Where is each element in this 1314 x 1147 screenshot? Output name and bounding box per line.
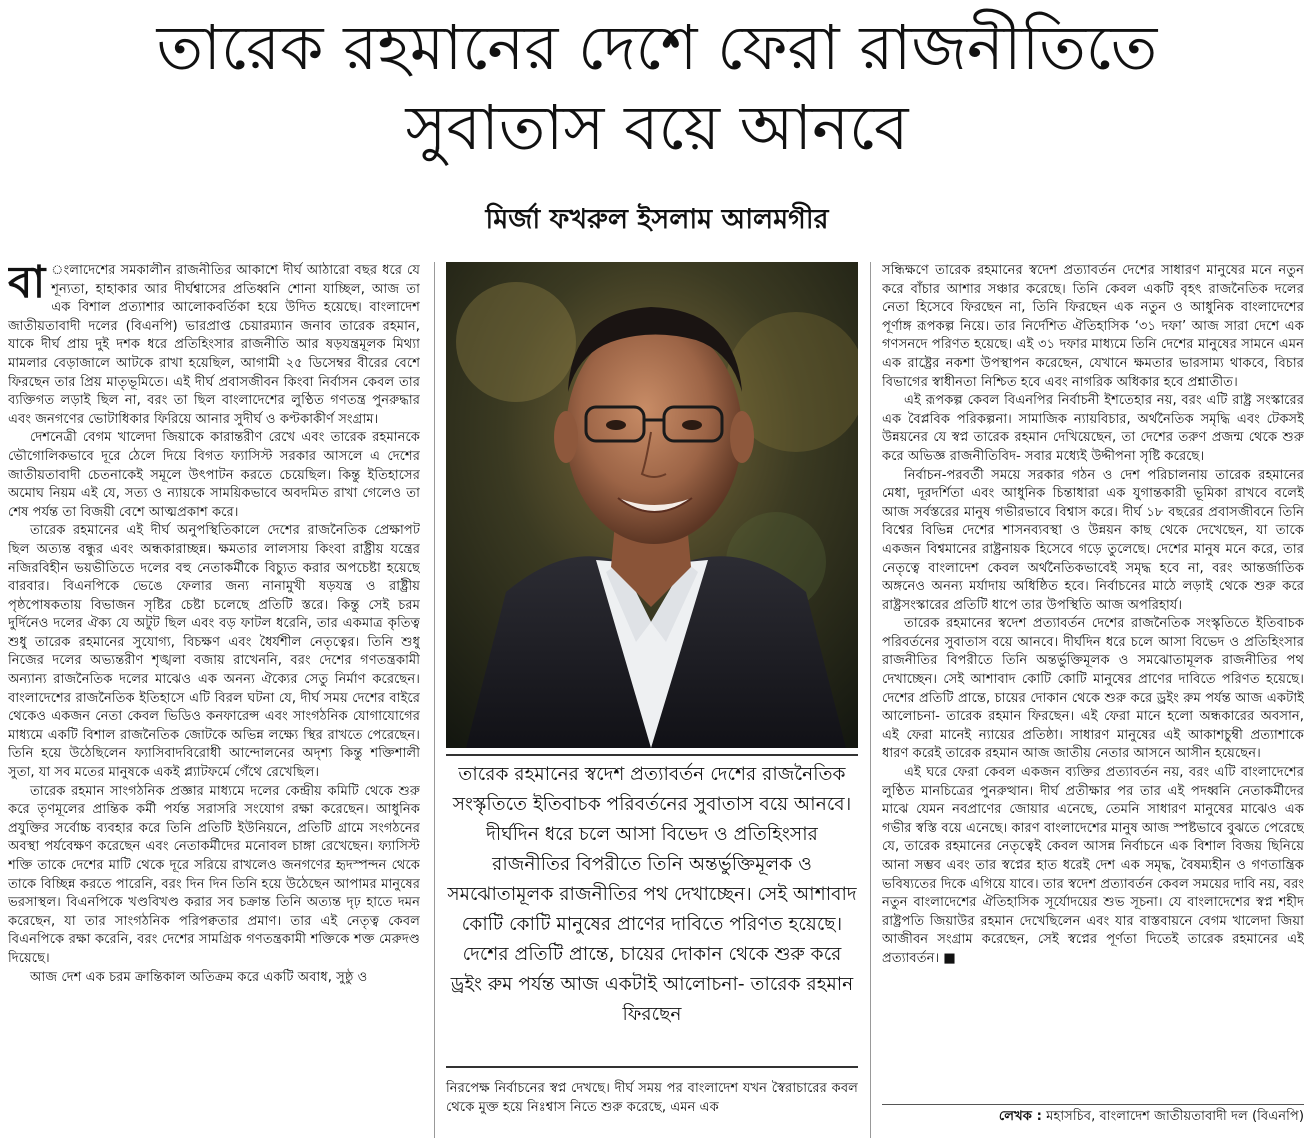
paragraph-10: এই ঘরে ফেরা কেবল একজন ব্যক্তির প্রত্যাবর্তন নয়, বরং এটি বাংলাদেশের লুণ্ঠিত মানচিত্রের পুনরুত্থান। দীর্ঘ প্রতীক্ষার পর তার এই পদধ্বনি নেতাকর্মীদের মাঝে যেমন নবপ্রাণের জোয়ার এনেছে, তেমনি সাধারণ মানুষের মাঝেও এক গভীর স্বস্তি বয়ে এনেছে। কারণ বাংলাদেশের মানুষ আজ স্পষ্টভাবে বুঝতে পেরেছে যে, তারেক রহমানের নেতৃত্বেই কেবল আসন্ন নির্বাচনে এক বিশাল বিজয় ছিনিয়ে আনা সম্ভব এবং তার স্বপ্নের হাত ধরেই দেশ এক সমৃদ্ধ, বৈষম্যহীন ও গণতান্ত্রিক ভবিষ্যতের দিকে এগিয়ে যাবে। তার স্বদেশ প্রত্যাবর্তন কেবল সময়ের দাবি নয়, বরং নতুন বাংলাদেশের ঐতিহাসিক সূর্যোদয়ের শুভ সূচনা। যে বাংলাদেশের স্বপ্ন শহীদ রাষ্ট্রপতি জিয়াউর রহমান দেখেছিলেন এবং যার বাস্তবায়নে বেগম খালেদা জিয়া আজীবন সংগ্রাম করেছেন, সেই স্বপ্নের পূর্ণতা দিতেই তারেক রহমানের এই প্রত্যাবর্তন। ■ xyxy=(882,765,1304,966)
middle-column-text: নিরপেক্ষ নির্বাচনের স্বপ্ন দেখছে। দীর্ঘ সময় পর বাংলাদেশ যখন স্বৈরাচারের কবল থেকে মুক্ত হয়ে নিঃশ্বাস নিতে শুরু করেছে, এমন এক xyxy=(446,1081,858,1115)
drop-cap: বা xyxy=(8,262,46,308)
headline-line-1: তারেক রহমানের দেশে ফেরা রাজনীতিতে xyxy=(156,11,1158,84)
column-divider-left xyxy=(434,262,435,1138)
author-credit xyxy=(882,1108,1304,1126)
paragraph-8: নির্বাচন-পরবর্তী সময়ে সরকার গঠন ও দেশ পরিচালনায় তারেক রহমানের মেধা, দূরদর্শিতা এবং আধুনিক চিন্তাধারা এক যুগান্তকারী ভূমিকা রাখবে বলেই আজ সর্বস্তরের মানুষ গভীরভাবে বিশ্বাস করে। দীর্ঘ ১৮ বছরের প্রবাসজীবনে তিনি বিশ্বের বিভিন্ন দেশের শাসনব্যবস্থা ও উন্নয়ন কাছ থেকে দেখেছেন, যা তাকে একজন বিশ্বমানের রাষ্ট্রনায়ক হিসেবে গড়ে তুলেছে। দেশের মানুষ মনে করে, তার নেতৃত্বে বাংলাদেশ কেবল অর্থনৈতিকভাবেই সমৃদ্ধ হবে না, বরং আন্তর্জাতিক অঙ্গনেও অনন্য মর্যাদায় অধিষ্ঠিত হবে। নির্বাচনের মাঠে লড়াই থেকে শুরু করে রাষ্ট্রসংস্কারের প্রতিটি ধাপে তার উপস্থিতি আজ অপরিহার্য। xyxy=(882,467,1304,613)
headline-line-2: সুবাতাস বয়ে আনবে xyxy=(405,91,909,164)
paragraph-2: দেশনেত্রী বেগম খালেদা জিয়াকে কারান্তরীণ রেখে এবং তারেক রহমানকে ভৌগোলিকভাবে দূরে ঠেলে দিয়ে বিগত ফ্যাসিস্ট সরকার আসলে এ দেশের জাতীয়তাবাদী চেতনাকেই সমূলে উৎপাটন করতে চেয়েছিল। কিন্তু ইতিহাসের অমোঘ নিয়ম এই যে, সত্য ও ন্যায়কে সাময়িকভাবে অবদমিত রাখা গেলেও তা শেষ পর্যন্ত তা বিজয়ী বেশে আত্মপ্রকাশ করে। xyxy=(8,430,420,520)
byline: মির্জা ফখরুল ইসলাম আলমগীর xyxy=(485,204,829,235)
article-column-1 xyxy=(8,262,420,1138)
paragraph-7: এই রূপকল্প কেবল বিএনপির নির্বাচনী ইশতেহার নয়, বরং এটি রাষ্ট্র সংস্কারের এক বৈপ্লবিক পরিকল্পনা। সামাজিক ন্যায়বিচার, অর্থনৈতিক সমৃদ্ধি এবং টেকসই উন্নয়নের যে স্বপ্ন তারেক রহমান দেখিয়েছেন, তা দেশের তরুণ প্রজন্ম থেকে শুরু করে অভিজ্ঞ রাজনীতিবিদ- সবার মধ্যেই উদ্দীপনা সৃষ্টি করেছে। xyxy=(882,393,1304,464)
paragraph-3: তারেক রহমানের এই দীর্ঘ অনুপস্থিতিকালে দেশের রাজনৈতিক প্রেক্ষাপট ছিল অত্যন্ত বন্ধুর এবং অন্ধকারাচ্ছন্ন। ক্ষমতার লালসায় কিংবা রাষ্ট্রীয় যন্ত্রের নজিরবিহীন ভয়ভীতিতে দলের বহু নেতাকর্মীকে বিচ্যুত করার অপচেষ্টা হয়েছে বারবার। বিএনপিকে ভেঙে ফেলার জন্য নানামুখী ষড়যন্ত্র ও রাষ্ট্রীয় পৃষ্ঠপোষকতায় বিভাজন সৃষ্টির চেষ্টা চলেছে প্রতিটি স্তরে। কিন্তু সেই চরম দুর্দিনেও দলের ঐক্য যে অটুট ছিল এবং বড় ফাটল ধরেনি, তার একমাত্র কৃতিত্ব শুধু তারেক রহমানের সুযোগ্য, বিচক্ষণ এবং ধৈর্যশীল নেতৃত্বের। তিনি শুধু নিজের দলের অভ্যন্তরীণ শৃঙ্খলা বজায় রাখেননি, বরং দেশের গণতন্ত্রকামী অন্যান্য রাজনৈতিক দলের মাঝেও এক অনন্য ঐক্যের সেতু নির্মাণ করেছেন। বাংলাদেশের রাজনৈতিক ইতিহাসে এটি বিরল ঘটনা যে, দীর্ঘ সময় দেশের বাইরে থেকেও একজন নেতা কেবল ভিডিও কনফারেন্স এবং সাংগঠনিক যোগাযোগের মাধ্যমে একটি বিশাল রাজনৈতিক জোটকে অভিন্ন লক্ষ্যে স্থির রাখতে পেরেছেন। তিনি হয়ে উঠেছিলেন ফ্যাসিবাদবিরোধী আন্দোলনের অদৃশ্য কিন্তু শক্তিশালী সুতা, যা সব মতের মানুষকে একই প্ল্যাটফর্মে গেঁথে রেখেছিল। xyxy=(8,523,420,781)
paragraph-6: সন্ধিক্ষণে তারেক রহমানের স্বদেশ প্রত্যাবর্তন দেশের সাধারণ মানুষের মনে নতুন করে বাঁচার আশার সঞ্চার করেছে। তিনি কেবল একটি বৃহৎ রাজনৈতিক দলের নেতা হিসেবে ফিরছেন না, তিনি ফিরছেন এক নতুন ও আধুনিক বাংলাদেশের পূর্ণাঙ্গ রূপকল্প নিয়ে। তার নির্দেশিত ঐতিহাসিক ‘৩১ দফা’ আজ সারা দেশে এক গণসনদে পরিণত হয়েছে। এই ৩১ দফার মাধ্যমে তিনি দেশের মানুষের সামনে এমন এক রাষ্ট্রের নকশা উপস্থাপন করেছেন, যেখানে ক্ষমতার ভারসাম্য থাকবে, বিচার বিভাগের স্বাধীনতা নিশ্চিত হবে এবং নাগরিক অধিকার হবে প্রশ্নাতীত। xyxy=(882,263,1304,390)
paragraph-9: তারেক রহমানের স্বদেশ প্রত্যাবর্তন দেশের রাজনৈতিক সংস্কৃতিতে ইতিবাচক পরিবর্তনের সুবাতাস বয়ে আনবে। দীর্ঘদিন ধরে চলে আসা বিভেদ ও প্রতিহিংসার রাজনীতির বিপরীতে তিনি অন্তর্ভুক্তিমূলক ও সমঝোতামূলক রাজনীতির পথ দেখাচ্ছেন। সেই আশাবাদ কোটি কোটি মানুষের প্রাণের দাবিতে পরিণত হয়েছে। দেশের প্রতিটি প্রান্তে, চায়ের দোকান থেকে শুরু করে ড্রইং রুম পর্যন্ত আজ একটাই আলোচনা- তারেক রহমান ফিরছেন। এই ফেরা মানে হলো অন্ধকারের অবসান, এই ফেরা মানেই ন্যায়ের প্রতিষ্ঠা। সাধারণ মানুষের এই আকাশচুম্বী প্রত্যাশাকে ধারণ করেই তারেক রহমান আজ জাতীয় নেতার আসনে আসীন হয়েছেন। xyxy=(882,616,1304,762)
author-text: মহাসচিব, বাংলাদেশ জাতীয়তাবাদী দল (বিএনপি) xyxy=(1046,1109,1304,1124)
column-divider-right xyxy=(870,262,871,1138)
article-column-3 xyxy=(882,262,1304,1102)
portrait-photo xyxy=(446,262,858,748)
paragraph-5: আজ দেশ এক চরম ক্রান্তিকাল অতিক্রম করে একটি অবাধ, সুষ্ঠু ও xyxy=(30,969,368,985)
author-rule xyxy=(882,1104,1304,1105)
pullquote-rule-bottom xyxy=(446,1066,858,1068)
author-label: লেখক : xyxy=(998,1109,1042,1124)
headline xyxy=(0,8,1314,168)
paragraph-1: বা ংলাদেশের সমকালীন রাজনীতির আকাশে দীর্ঘ আঠারো বছর ধরে যে শূন্যতা, হাহাকার আর দীর্ঘশ্বাসের প্রতিধ্বনি শোনা যাচ্ছিল, আজ তা এক বিশাল প্রত্যাশার আলোকবর্তিকা হয়ে উদিত হয়েছে। বাংলাদেশ জাতীয়তাবাদী দলের (বিএনপি) ভারপ্রাপ্ত চেয়ারম্যান জনাব তারেক রহমান, যাকে দীর্ঘ প্রায় দুই দশক ধরে প্রতিহিংসার রাজনীতি আর ষড়যন্ত্রমূলক মিথ্যা মামলার বেড়াজালে আটকে রাখা হয়েছিল, আগামী ২৫ ডিসেম্বর বীরের বেশে ফিরছেন তার প্রিয় মাতৃভূমিতে। এই দীর্ঘ প্রবাসজীবন কিংবা নির্বাসন কেবল তার ব্যক্তিগত লড়াই ছিল না, বরং তা ছিল বাংলাদেশের লুণ্ঠিত গণতন্ত্র পুনরুদ্ধার এবং জনগণের ভোটাধিকার ফিরিয়ে আনার সুদীর্ঘ ও কণ্টকাকীর্ণ সংগ্রাম। xyxy=(8,262,420,427)
pullquote: তারেক রহমানের স্বদেশ প্রত্যাবর্তন দেশের রাজনৈতিক সংস্কৃতিতে ইতিবাচক পরিবর্তনের সুবাতাস বয়ে আনবে। দীর্ঘদিন ধরে চলে আসা বিভেদ ও প্রতিহিংসার রাজনীতির বিপরীতে তিনি অন্তর্ভুক্তিমূলক ও সমঝোতামূলক রাজনীতির পথ দেখাচ্ছেন। সেই আশাবাদ কোটি কোটি মানুষের প্রাণের দাবিতে পরিণত হয়েছে। দেশের প্রতিটি প্রান্তে, চায়ের দোকান থেকে শুরু করে ড্রইং রুম পর্যন্ত আজ একটাই আলোচনা- তারেক রহমান ফিরছেন xyxy=(447,764,857,1025)
portrait-photo-icon xyxy=(446,262,858,748)
pullquote-rule-top xyxy=(446,754,858,756)
paragraph-4: তারেক রহমান সাংগঠনিক প্রজ্ঞার মাধ্যমে দলের কেন্দ্রীয় কমিটি থেকে শুরু করে তৃণমূলের প্রান্তিক কর্মী পর্যন্ত সরাসরি সংযোগ রক্ষা করেছেন। আধুনিক প্রযুক্তির সর্বোচ্চ ব্যবহার করে তিনি প্রতিটি ইউনিয়নে, প্রতিটি গ্রামে সংগঠনের অবস্থা পর্যবেক্ষণ করেছেন এবং নেতাকর্মীদের মনোবল চাঙ্গা রেখেছেন। ফ্যাসিস্ট শক্তি তাকে দেশের মাটি থেকে দূরে সরিয়ে রাখলেও জনগণের হৃদস্পন্দন থেকে তাকে বিচ্ছিন্ন করতে পারেনি, বরং দিন দিন তিনি হয়ে উঠেছেন আপামর মানুষের ভরসাস্থল। বিএনপিকে খণ্ডবিখণ্ড করার সব চক্রান্ত তিনি অত্যন্ত দৃঢ় হাতে দমন করেছেন, যা তার সাংগঠনিক পরিপক্বতার প্রমাণ। তার এই নেতৃত্ব কেবল বিএনপিকে রক্ষা করেনি, বরং দেশের সামগ্রিক গণতন্ত্রকামী শক্তিকে শক্ত মেরুদণ্ড দিয়েছে। xyxy=(8,783,420,966)
